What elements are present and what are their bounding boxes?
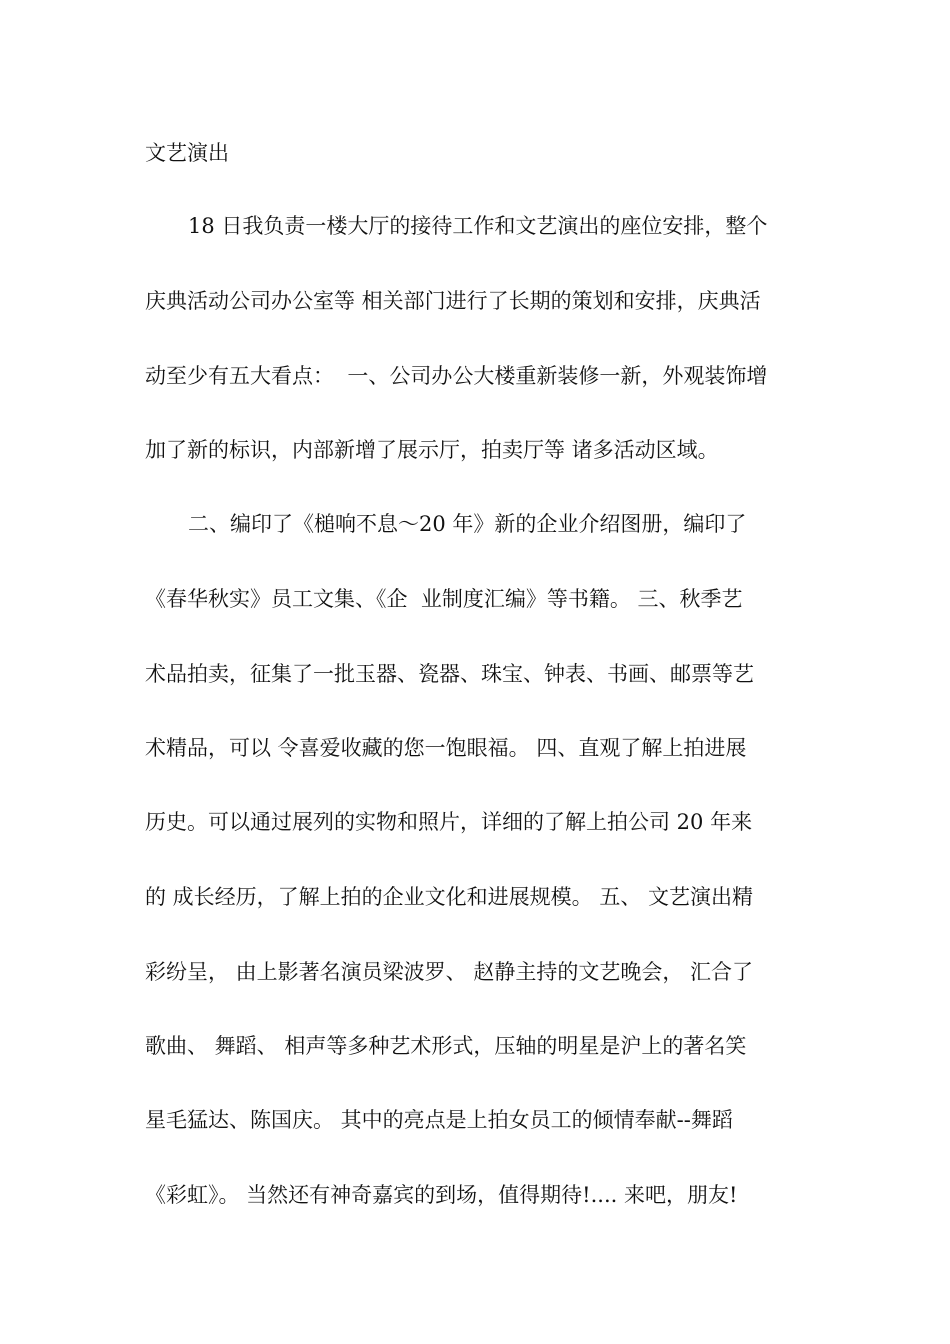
text-line: 历史。可以通过展列的实物和照片，详细的了解上拍公司 20 年来 <box>145 810 753 834</box>
text-line: 加了新的标识，内部新增了展示厅，拍卖厅等 诸多活动区域。 <box>145 438 719 462</box>
text-line: 歌曲、 舞蹈、 相声等多种艺术形式，压轴的明星是沪上的著名笑 <box>145 1034 747 1058</box>
text-line: 《彩虹》。 当然还有神奇嘉宾的到场，值得期待!.... 来吧，朋友! <box>145 1183 738 1207</box>
section-heading: 文艺演出 <box>145 141 229 165</box>
text-line: 术精品，可以 令喜爱收藏的您一饱眼福。 四、直观了解上拍进展 <box>145 736 747 760</box>
text-line: 动至少有五大看点： 一、公司办公大楼重新装修一新，外观装饰增 <box>145 364 768 388</box>
text-line: 18 日我负责一楼大厅的接待工作和文艺演出的座位安排，整个 <box>188 214 768 238</box>
text-line: 的 成长经历，了解上拍的企业文化和进展规模。 五、 文艺演出精 <box>145 885 754 909</box>
text-line: 星毛猛达、陈国庆。 其中的亮点是上拍女员工的倾情奉献--舞蹈 <box>145 1108 733 1132</box>
text-line: 《春华秋实》员工文集、《企 业制度汇编》等书籍。 三、秋季艺 <box>145 587 743 611</box>
text-line: 二、编印了《槌响不息～20 年》新的企业介绍图册，编印了 <box>188 512 747 536</box>
text-line: 术品拍卖，征集了一批玉器、瓷器、珠宝、钟表、书画、邮票等艺 <box>145 662 754 686</box>
text-line: 庆典活动公司办公室等 相关部门进行了长期的策划和安排，庆典活 <box>145 289 761 313</box>
text-line: 彩纷呈， 由上影著名演员梁波罗、 赵静主持的文艺晚会， 汇合了 <box>145 960 754 984</box>
